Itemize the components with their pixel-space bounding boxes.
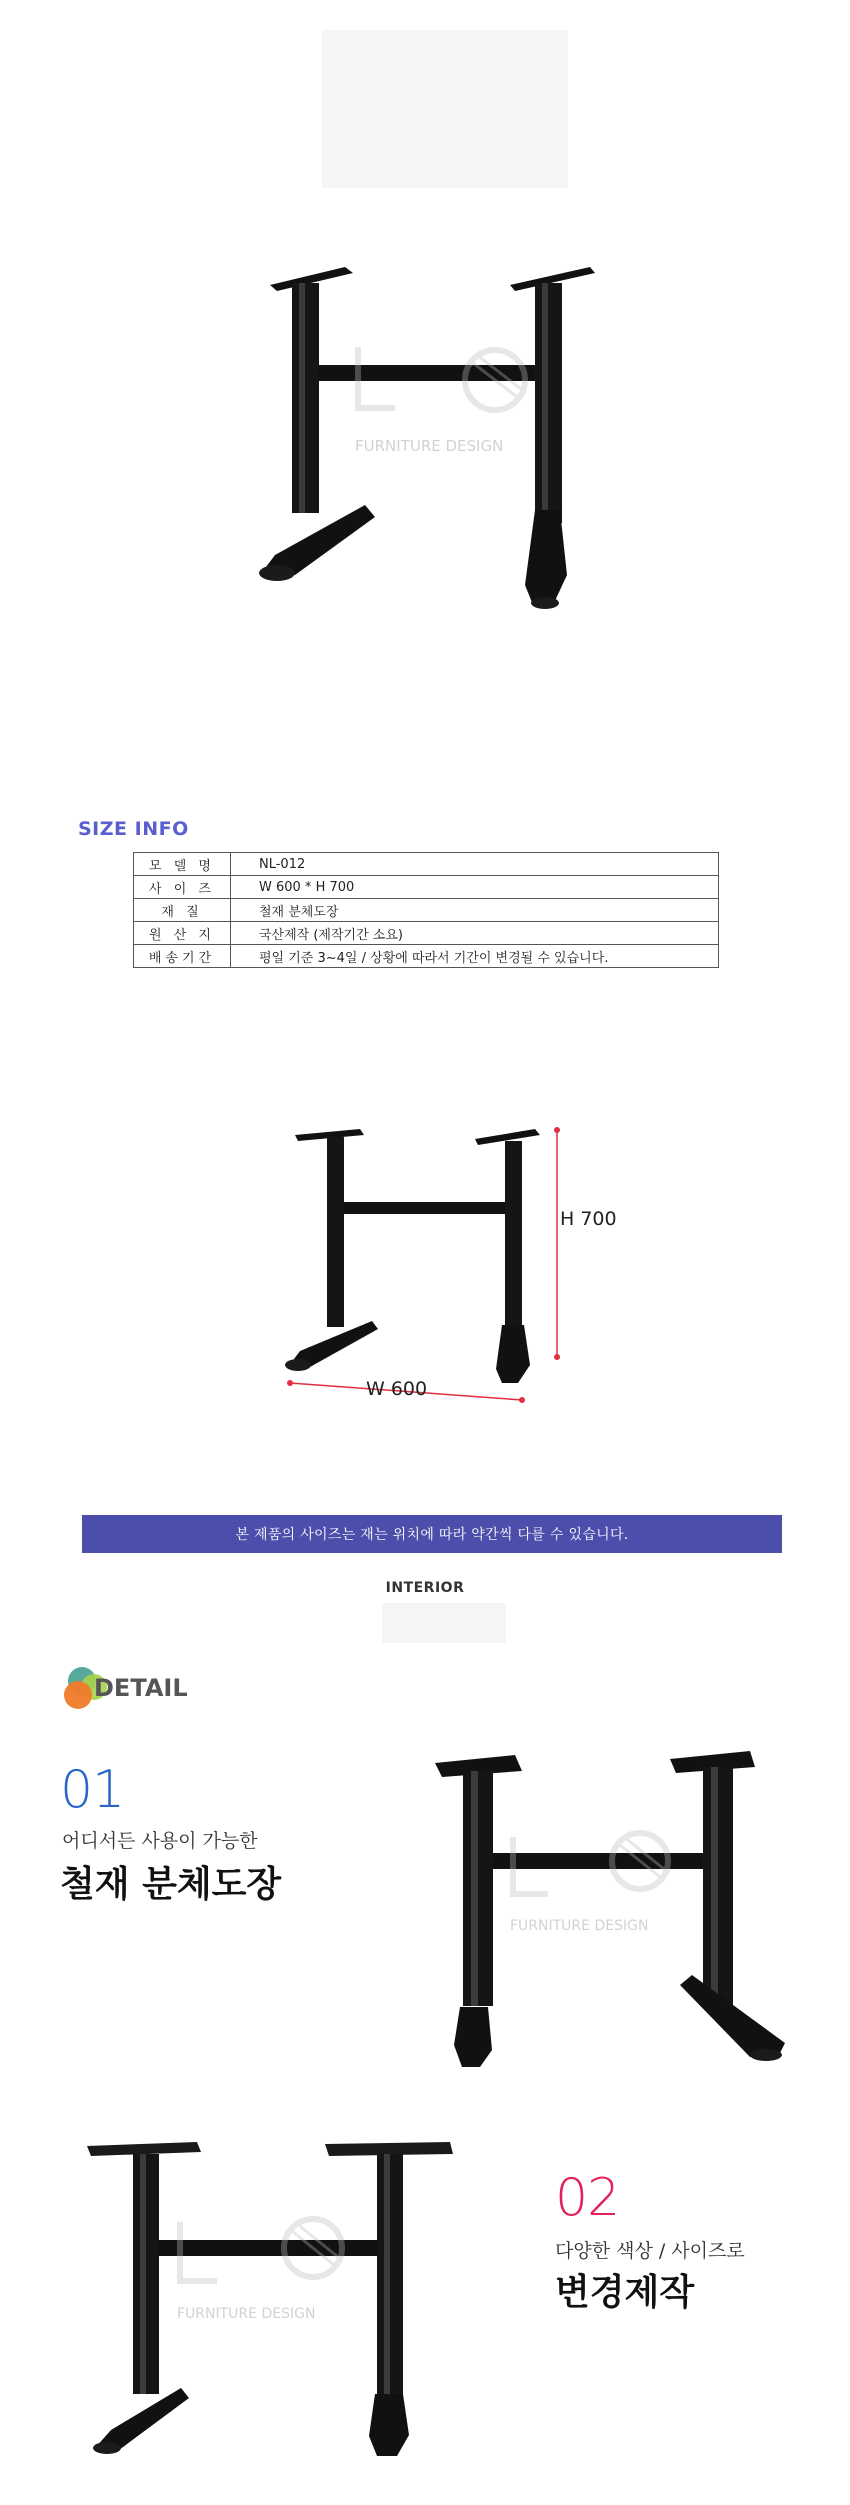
width-dimension-label: W 600 xyxy=(366,1378,428,1400)
watermark-text: FURNITURE DESIGN xyxy=(355,437,504,455)
watermark-text: FURNITURE DESIGN xyxy=(177,2306,316,2322)
feature-subtitle: 어디서든 사용이 가능한 xyxy=(62,1830,258,1852)
table-leg-product-image xyxy=(255,255,595,615)
feature-title: 변경제작 xyxy=(555,2272,695,2313)
table-row xyxy=(134,945,719,968)
spec-key: 원 산 지 xyxy=(134,922,231,945)
table-row xyxy=(134,876,719,899)
spec-key: 재 질 xyxy=(134,899,231,922)
table-row xyxy=(134,853,719,876)
spec-value: 평일 기준 3~4일 / 상황에 따라서 기간이 변경될 수 있습니다. xyxy=(231,945,719,968)
height-dimension-label: H 700 xyxy=(560,1208,617,1230)
spec-value: 국산제작 (제작기간 소요) xyxy=(231,922,719,945)
table-row xyxy=(134,899,719,922)
size-notice-banner: 본 제품의 사이즈는 재는 위치에 따라 약간씩 다를 수 있습니다. xyxy=(82,1515,782,1553)
feature-number: 02 xyxy=(555,2168,620,2228)
size-info-title: SIZE INFO xyxy=(78,818,189,840)
feature-number: 01 xyxy=(60,1760,125,1820)
table-row xyxy=(134,922,719,945)
table-leg-detail-image-1 xyxy=(430,1745,790,2080)
spec-key: 배송기간 xyxy=(134,945,231,968)
spec-value: 철재 분체도장 xyxy=(231,899,719,922)
spec-value: NL-012 xyxy=(231,853,719,876)
feature-subtitle: 다양한 색상 / 사이즈로 xyxy=(555,2240,745,2262)
top-banner-placeholder xyxy=(322,30,568,188)
interior-label: INTERIOR xyxy=(385,1580,465,1596)
interior-image-placeholder xyxy=(382,1603,506,1643)
dimension-diagram xyxy=(280,1115,570,1415)
detail-logo-text: DETAIL xyxy=(94,1674,188,1702)
spec-key: 모 델 명 xyxy=(134,853,231,876)
feature-title: 철재 분체도장 xyxy=(60,1864,282,1905)
size-info-table xyxy=(133,852,719,968)
spec-value: W 600 * H 700 xyxy=(231,876,719,899)
spec-key: 사 이 즈 xyxy=(134,876,231,899)
watermark-text: FURNITURE DESIGN xyxy=(510,1918,649,1934)
table-leg-detail-image-2 xyxy=(85,2130,455,2465)
